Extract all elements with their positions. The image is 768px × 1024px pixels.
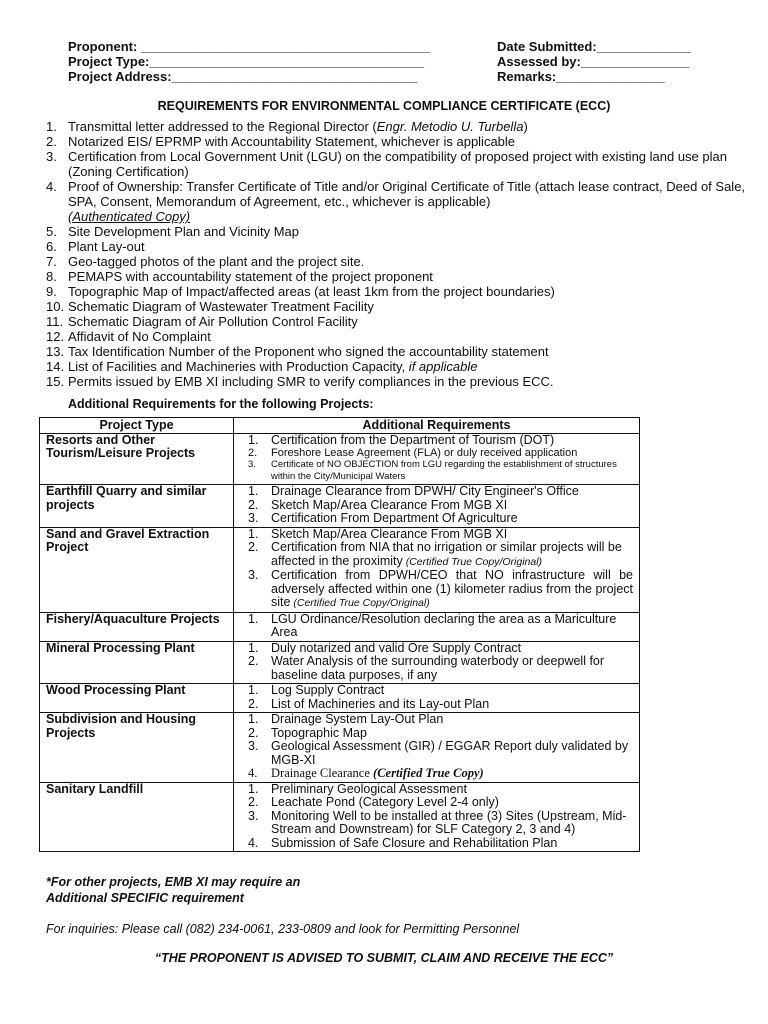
requirement-number: 3. <box>248 511 259 525</box>
requirement-number: 3. <box>248 459 256 470</box>
requirement-item <box>234 727 633 741</box>
table-row <box>40 712 639 782</box>
project-type-cell: Mineral Processing Plant <box>40 642 234 684</box>
footnote-line-1: *For other projects, EMB XI may require an <box>46 875 301 889</box>
document-title: REQUIREMENTS FOR ENVIRONMENTAL COMPLIANCE CERTIFICATE (ECC) <box>157 99 611 113</box>
requirement-text: LGU Ordinance/Resolution declaring the area as a Mariculture Area <box>271 611 617 639</box>
requirement-number: 2. <box>248 447 258 459</box>
item-number: 4. <box>46 179 57 194</box>
list-item <box>46 314 746 329</box>
requirement-item <box>234 655 633 682</box>
remarks-field: Remarks:_______________ <box>497 69 665 84</box>
project-type-cell: Sand and Gravel Extraction Project <box>40 528 234 612</box>
requirement-item <box>234 447 633 459</box>
project-type-field: Project Type:______________________________________ <box>68 54 425 69</box>
requirement-item <box>234 485 633 499</box>
requirement-note: (Certified True Copy/Original) <box>290 597 430 609</box>
item-text: Tax Identification Number of the Proponent who signed the accountability statement <box>68 344 549 359</box>
item-number: 2. <box>46 134 57 149</box>
project-type-cell: Sanitary Landfill <box>40 783 234 852</box>
additional-requirements-cell <box>234 783 639 852</box>
item-text: List of Facilities and Machineries with Production Capacity, <box>68 359 406 374</box>
item-number: 1. <box>46 119 57 134</box>
table-row <box>40 433 639 485</box>
table-row <box>40 527 639 612</box>
item-text: Affidavit of No Complaint <box>68 329 211 344</box>
requirement-text: Certification From Department Of Agriculture <box>271 511 518 525</box>
requirement-item <box>234 713 633 727</box>
item-text: Plant Lay-out <box>68 239 145 254</box>
requirement-number: 3. <box>248 739 259 753</box>
list-item <box>46 269 746 284</box>
item-number: 13. <box>46 344 65 359</box>
list-item <box>46 179 746 224</box>
date-submitted-field: Date Submitted:_____________ <box>497 39 691 54</box>
item-number: 10. <box>46 299 65 314</box>
proponent-field: Proponent: ________________________________________ <box>68 39 431 54</box>
item-text: Certification from Local Government Unit (LGU) on the compatibility of proposed project with existing land use plan (Zoning Certification) <box>68 149 727 179</box>
list-item <box>46 149 746 179</box>
closing-statement: “THE PROPONENT IS ADVISED TO SUBMIT, CLAIM AND RECEIVE THE ECC” <box>154 951 614 965</box>
requirement-text: Submission of Safe Closure and Rehabilitation Plan <box>271 835 558 850</box>
requirement-note: (Certified True Copy) <box>373 766 484 780</box>
requirement-item <box>234 499 633 513</box>
requirement-item <box>234 528 633 542</box>
additional-requirements-cell <box>234 642 639 684</box>
requirement-text: Certification from the Department of Tourism (DOT) <box>271 432 555 447</box>
requirement-number: 2. <box>248 795 259 809</box>
table-row <box>40 641 639 684</box>
list-item <box>46 119 746 134</box>
requirement-item <box>234 740 633 767</box>
requirement-text: Topographic Map <box>271 725 367 740</box>
requirement-number: 1. <box>248 484 259 498</box>
item-number: 9. <box>46 284 57 299</box>
item-text-suffix: ) <box>523 119 528 134</box>
requirements-list <box>46 119 746 389</box>
requirement-item <box>234 434 633 448</box>
item-number: 3. <box>46 149 57 164</box>
list-item <box>46 134 746 149</box>
requirement-number: 4. <box>248 835 259 850</box>
table-body <box>40 433 639 852</box>
footnote-line-2: Additional SPECIFIC requirement <box>46 891 244 905</box>
additional-requirements-cell <box>234 713 639 782</box>
list-item <box>46 284 746 299</box>
requirement-number: 3. <box>248 808 259 823</box>
requirement-item <box>234 541 633 569</box>
item-text: Proof of Ownership: Transfer Certificate of Title and/or Original Certificate of Title (attach lease contract, Deed of Sale, SPA, Consent, Memorandum of Agreement, etc., whichever is applicable) <box>68 179 746 209</box>
requirement-note: (Certified True Copy/Original) <box>402 555 543 568</box>
requirement-number: 4. <box>248 766 258 780</box>
table-row <box>40 683 639 712</box>
item-number: 14. <box>46 359 65 374</box>
requirement-item <box>234 684 633 698</box>
list-item <box>46 344 746 359</box>
requirement-item <box>234 613 633 640</box>
list-item <box>46 239 746 254</box>
requirement-number: 1. <box>248 712 259 726</box>
requirement-text: Leachate Pond (Category Level 2-4 only) <box>271 795 499 809</box>
item-number: 12. <box>46 329 65 344</box>
list-item <box>46 224 746 239</box>
requirement-text: Sketch Map/Area Clearance From MGB XI <box>271 526 508 541</box>
item-text: Transmittal letter addressed to the Regional Director ( <box>68 119 377 134</box>
list-item <box>46 359 746 374</box>
project-type-cell: Subdivision and Housing Projects <box>40 713 234 782</box>
requirement-item <box>234 459 633 483</box>
requirement-number: 1. <box>248 432 259 447</box>
additional-requirements-cell <box>234 485 639 527</box>
project-type-cell: Resorts and Other Tourism/Leisure Projects <box>40 434 234 485</box>
requirement-item <box>234 569 633 611</box>
requirement-item <box>234 783 633 797</box>
requirement-number: 1. <box>248 683 259 697</box>
additional-requirements-cell <box>234 434 639 485</box>
requirement-text: Preliminary Geological Assessment <box>271 781 467 796</box>
inquiries-text: For inquiries: Please call (082) 234-0061, 233-0809 and look for Permitting Personnel <box>46 922 520 936</box>
requirement-text: Certification from NIA that no irrigation or similar projects will be affected in the proximity <box>271 540 622 568</box>
table-row <box>40 484 639 527</box>
item-text: PEMAPS with accountability statement of the project proponent <box>68 269 433 284</box>
requirement-text: Sketch Map/Area Clearance From MGB XI <box>271 497 508 512</box>
requirement-item <box>234 837 633 851</box>
assessed-by-field: Assessed by:_______________ <box>497 54 690 69</box>
list-item <box>46 254 746 269</box>
item-text: Schematic Diagram of Air Pollution Control Facility <box>68 314 358 329</box>
project-requirements-table <box>39 417 640 852</box>
item-text: Schematic Diagram of Wastewater Treatment Facility <box>68 299 374 314</box>
table-header-row <box>40 418 639 433</box>
item-italic-text: if applicable <box>405 359 478 374</box>
list-item <box>46 299 746 314</box>
requirement-text: Foreshore Lease Agreement (FLA) or duly received application <box>271 447 578 459</box>
requirement-text: Water Analysis of the surrounding waterbody or deepwell for baseline data purposes, if any <box>271 654 605 682</box>
requirement-item <box>234 796 633 810</box>
item-number: 8. <box>46 269 57 284</box>
requirement-text: Geological Assessment (GIR) / EGGAR Report duly validated by MGB-XI <box>271 739 629 767</box>
requirement-text: List of Machineries and its Lay-out Plan <box>271 696 490 711</box>
requirement-text: Drainage Clearance from DPWH/ City Engineer's Office <box>271 484 579 498</box>
requirement-item <box>234 767 633 781</box>
requirement-number: 2. <box>248 540 259 554</box>
additional-requirements-heading: Additional Requirements for the following Projects: <box>68 397 374 411</box>
requirement-item <box>234 512 633 526</box>
project-type-cell: Earthfill Quarry and similar projects <box>40 485 234 527</box>
requirement-number: 1. <box>248 611 259 626</box>
project-address-field: Project Address:__________________________________ <box>68 69 418 84</box>
requirement-text: Certificate of NO OBJECTION from LGU regarding the establishment of structures within the City/Municipal Waters <box>271 459 617 482</box>
additional-requirements-cell <box>234 613 639 641</box>
item-text: Site Development Plan and Vicinity Map <box>68 224 299 239</box>
requirement-text: Drainage System Lay-Out Plan <box>271 712 444 726</box>
additional-requirements-cell <box>234 684 639 712</box>
requirement-number: 2. <box>248 654 259 668</box>
item-italic-text: Engr. Metodio U. Turbella <box>376 119 524 134</box>
requirement-number: 2. <box>248 497 259 512</box>
item-number: 5. <box>46 224 57 239</box>
requirement-number: 2. <box>248 725 259 740</box>
requirement-text: Log Supply Contract <box>271 683 385 697</box>
list-item <box>46 329 746 344</box>
requirement-number: 1. <box>248 640 259 655</box>
item-number: 6. <box>46 239 57 254</box>
requirement-text: Drainage Clearance <box>271 766 374 780</box>
item-text: Permits issued by EMB XI including SMR to verify compliances in the previous ECC. <box>68 374 554 389</box>
additional-requirements-cell <box>234 528 639 612</box>
table-row <box>40 612 639 641</box>
item-number: 7. <box>46 254 57 269</box>
requirement-item <box>234 810 633 837</box>
item-text: Topographic Map of Impact/affected areas (at least 1km from the project boundaries) <box>68 284 555 299</box>
item-number: 15. <box>46 374 65 389</box>
item-text: Notarized EIS/ EPRMP with Accountability Statement, whichever is applicable <box>68 134 516 149</box>
column-header-project-type: Project Type <box>40 418 234 433</box>
requirement-number: 1. <box>248 526 259 541</box>
requirement-number: 1. <box>248 781 259 796</box>
requirement-item <box>234 642 633 656</box>
requirement-text: Monitoring Well to be installed at three (3) Sites (Upstream, Mid-Stream and Downstream) for SLF Category 2, 3 and 4) <box>271 808 627 836</box>
project-type-cell: Wood Processing Plant <box>40 684 234 712</box>
requirement-text: Certification from DPWH/CEO that NO infrastructure will be adversely affected within one (1) kilometer radius from the project site <box>271 568 633 609</box>
column-header-additional-requirements: Additional Requirements <box>362 418 511 432</box>
requirement-item <box>234 698 633 712</box>
table-row <box>40 782 639 852</box>
requirement-number: 3. <box>248 568 259 582</box>
item-text: Geo-tagged photos of the plant and the project site. <box>68 254 365 269</box>
item-note: (Authenticated Copy) <box>68 209 191 224</box>
requirement-number: 2. <box>248 696 259 711</box>
requirement-text: Duly notarized and valid Ore Supply Contract <box>271 640 522 655</box>
project-type-cell: Fishery/Aquaculture Projects <box>40 613 234 641</box>
item-number: 11. <box>46 314 64 329</box>
list-item <box>46 374 746 389</box>
